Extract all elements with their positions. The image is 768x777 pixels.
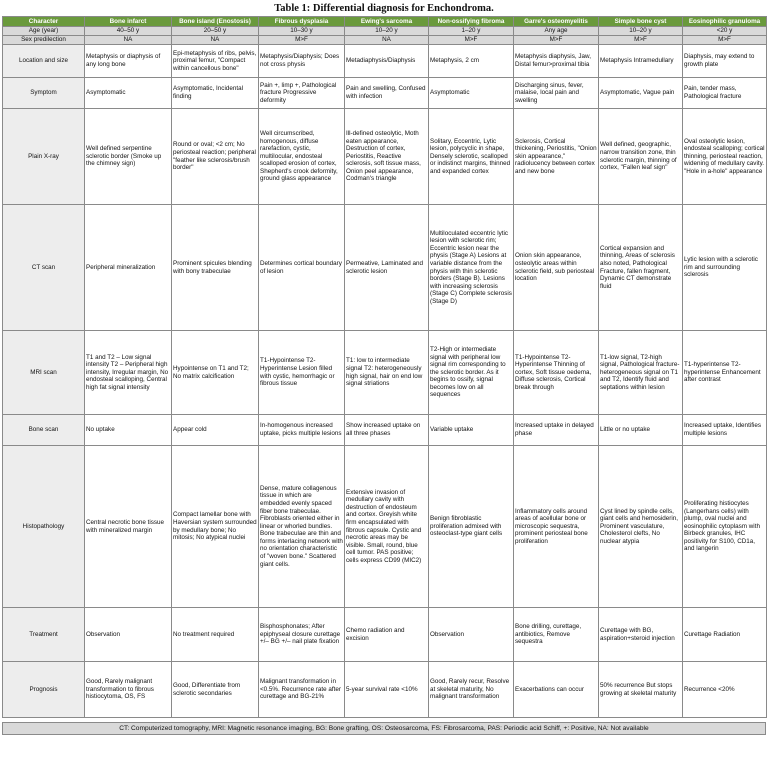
table-cell: No treatment required — [172, 608, 259, 662]
table-cell: T1-low signal, T2-high signal, Pathological fracture-heterogeneous signal on T1 and T2, Identify fluid and septations within lesion — [599, 331, 683, 415]
table-row-treatment — [3, 608, 767, 662]
table-cell: Hypointense on T1 and T2; No matrix calcification — [172, 331, 259, 415]
table-cell: Proliferating histiocytes (Langerhans cells) with plump, oval nuclei and eosinophilic cytoplasm with Birbeck granules, IHC positivity for S100, CD1a, and langerin — [683, 446, 767, 608]
table-cell: T1 and T2 – Low signal intensity T2 – Peripheral high intensity, Irregular margin, No endosteal scalloping, Central high fat signal intensity — [85, 331, 172, 415]
row-label: Plain X-ray — [3, 109, 85, 205]
row-label: Bone scan — [3, 415, 85, 446]
table-cell: Discharging sinus, fever, malaise, local pain and swelling — [514, 78, 599, 109]
differential-diagnosis-table — [2, 16, 767, 718]
table-cell: Observation — [429, 608, 514, 662]
table-cell: No uptake — [85, 415, 172, 446]
table-cell: Metaphysis/Diaphysis; Does not cross physis — [259, 45, 345, 78]
table-row-symptom — [3, 78, 767, 109]
table-cell: T2-High or intermediate signal with peripheral low signal rim corresponding to the sclerotic border. As it begins to ossify, signal becomes low on all sequences — [429, 331, 514, 415]
table-cell: Well defined serpentine sclerotic border (Smoke up the chimney sign) — [85, 109, 172, 205]
table-cell: M>F — [259, 36, 345, 45]
table-cell: Metaphysis Intramedullary — [599, 45, 683, 78]
table-cell: Appear cold — [172, 415, 259, 446]
table-cell: Good, Rarely malignant transformation to fibrous histiocytoma, OS, FS — [85, 662, 172, 718]
header-cell: Bone infarct — [85, 17, 172, 27]
row-label: Location and size — [3, 45, 85, 78]
header-cell: Fibrous dysplasia — [259, 17, 345, 27]
table-cell: 10–30 y — [259, 27, 345, 36]
header-row — [3, 17, 767, 27]
table-cell: Asymptomatic, Vague pain — [599, 78, 683, 109]
table-row-mri — [3, 331, 767, 415]
table-cell: Metaphysis diaphysis, Jaw, Distal femur>proximal tibia — [514, 45, 599, 78]
table-cell: 20–50 y — [172, 27, 259, 36]
table-cell: Metaphysis, 2 cm — [429, 45, 514, 78]
row-label: Age (year) — [3, 27, 85, 36]
table-cell: Round or oval; <2 cm; No periosteal reaction; peripheral "feather like sclerosis/brush border" — [172, 109, 259, 205]
table-footnote: CT: Computerized tomography, MRI: Magnetic resonance imaging, BG: Bone grafting, OS: Osteosarcoma, FS: Fibrosarcoma, PAS: Periodic acid Schiff, +: Positive, NA: Not available — [2, 722, 766, 735]
row-label: CT scan — [3, 205, 85, 331]
table-title: Table 1: Differential diagnosis for Enchondroma. — [274, 3, 494, 14]
table-cell: NA — [172, 36, 259, 45]
table-cell: Oval osteolytic lesion, endosteal scalloping; cortical thinning, periosteal reaction, widening of medullary cavity. "Hole in a-hole" appearance — [683, 109, 767, 205]
table-cell: Peripheral mineralization — [85, 205, 172, 331]
table-cell: M>F — [683, 36, 767, 45]
table-cell: Onion skin appearance, osteolytic areas within sclerotic field, sub periosteal location — [514, 205, 599, 331]
table-cell: Any age — [514, 27, 599, 36]
table-cell: T1: low to intermediate signal T2: heterogeneously high signal, hair on end low signal striations — [345, 331, 429, 415]
table-cell: Observation — [85, 608, 172, 662]
table-cell: Pain and swelling, Confused with infection — [345, 78, 429, 109]
table-cell: T1-Hypointense T2-Hyperintense Thinning of cortex, Soft tissue oedema, Diffuse sclerosis, Cortical break through — [514, 331, 599, 415]
table-cell: Well circumscribed, homogenous, diffuse rarefaction, cystic, multilocular, endosteal scalloped erosion of cortex, Shepherd's crook deformity, ground glass appearance — [259, 109, 345, 205]
table-row-histopathology — [3, 446, 767, 608]
table-cell: Little or no uptake — [599, 415, 683, 446]
table-cell: Increased uptake, Identifies multiple lesions — [683, 415, 767, 446]
table-cell: T1-hyperintense T2-hyperintense Enhancement after contrast — [683, 331, 767, 415]
table-cell: Variable uptake — [429, 415, 514, 446]
table-cell: Cyst lined by spindle cells, giant cells and hemosiderin, Prominent vasculature, Cholesterol clefts, No nuclear atypia — [599, 446, 683, 608]
table-cell: Lytic lesion with a sclerotic rim and surrounding sclerosis — [683, 205, 767, 331]
table-cell: 10–20 y — [345, 27, 429, 36]
header-cell: Ewing's sarcoma — [345, 17, 429, 27]
table-cell: Show increased uptake on all three phases — [345, 415, 429, 446]
table-cell: Determines cortical boundary of lesion — [259, 205, 345, 331]
table-cell: Curettage Radiation — [683, 608, 767, 662]
table-cell: Curettage with BG, aspiration+steroid injection — [599, 608, 683, 662]
table-cell: Prominent spicules blending with bony trabeculae — [172, 205, 259, 331]
header-cell: Simple bone cyst — [599, 17, 683, 27]
table-cell: Central necrotic bone tissue with mineralized margin — [85, 446, 172, 608]
table-cell: Benign fibroblastic proliferation admixed with osteoclast-type giant cells — [429, 446, 514, 608]
table-row-age — [3, 27, 767, 36]
table-cell: Sclerosis, Cortical thickening, Periostitis, "Onion skin appearance," radiolucency between cortex and new bone — [514, 109, 599, 205]
table-cell: Malignant transformation in <0.5%. Recurrence rate after curettage and BG-21% — [259, 662, 345, 718]
header-cell: Eosinophilic granuloma — [683, 17, 767, 27]
table-cell: Good, Differentiate from sclerotic secondaries — [172, 662, 259, 718]
table-cell: Cortical expansion and thinning, Areas of sclerosis also noted, Pathological Fracture, fallen fragment, Dynamic CT demonstrate fluid — [599, 205, 683, 331]
table-cell: Multiloculated eccentric lytic lesion with sclerotic rim; Eccentric lesion near the physis (Stage A) Lesions at variable distance from the physis with thin sclerotic borders (Stage B). Lesions with increasing sclerosis (Stage C) Complete sclerosis (Stage D) — [429, 205, 514, 331]
table-cell: Diaphysis, may extend to growth plate — [683, 45, 767, 78]
table-cell: Inflammatory cells around areas of acellular bone or microscopic sequestra, prominent periosteal bone proliferation — [514, 446, 599, 608]
table-cell: Recurrence <20% — [683, 662, 767, 718]
table-cell: Metadiaphysis/Diaphysis — [345, 45, 429, 78]
table-cell: <20 y — [683, 27, 767, 36]
table-cell: Dense, mature collagenous tissue in which are embedded evenly spaced fiber bone trabeculae. Fibroblasts oriented either in linear or whorled bundles. Bone trabeculae are thin and forms interlacing network with no orientation characteristic of "woven bone." Scattered giant cells. — [259, 446, 345, 608]
table-cell: M>F — [429, 36, 514, 45]
table-cell: Bone drilling, curettage, antibiotics, Remove sequestra — [514, 608, 599, 662]
table-cell: In-homogenous increased uptake, picks multiple lesions — [259, 415, 345, 446]
table-cell: Increased uptake in delayed phase — [514, 415, 599, 446]
table-container — [2, 16, 766, 718]
table-cell: 5-year survival rate <10% — [345, 662, 429, 718]
table-cell: Pain, tender mass, Pathological fracture — [683, 78, 767, 109]
row-label: Sex predilection — [3, 36, 85, 45]
table-cell: Asymptomatic, Incidental finding — [172, 78, 259, 109]
table-row-ct — [3, 205, 767, 331]
table-cell: 1–20 y — [429, 27, 514, 36]
table-row-prognosis — [3, 662, 767, 718]
table-cell: Metaphysis or diaphysis of any long bone — [85, 45, 172, 78]
table-cell: Epi-metaphysis of ribs, pelvis, proximal femur, "Compact within cancellous bone" — [172, 45, 259, 78]
table-cell: Asymptomatic — [429, 78, 514, 109]
table-cell: Asymptomatic — [85, 78, 172, 109]
table-cell: Well defined, geographic, narrow transition zone, thin sclerotic margin, thinning of cortex, "Fallen leaf sign" — [599, 109, 683, 205]
table-cell: Chemo radiation and excision — [345, 608, 429, 662]
table-cell: Bisphosphonates; After epiphyseal closure curettage +/– BG +/– nail plate fixation — [259, 608, 345, 662]
table-cell: M>F — [599, 36, 683, 45]
table-cell: Pain +, limp +, Pathological fracture Progressive deformity — [259, 78, 345, 109]
header-cell: Garre's osteomyelitis — [514, 17, 599, 27]
table-row-sex — [3, 36, 767, 45]
header-cell: Character — [3, 17, 85, 27]
header-cell: Non-ossifying fibroma — [429, 17, 514, 27]
table-cell: NA — [345, 36, 429, 45]
table-cell: Solitary, Eccentric, Lytic lesion, polycyclic in shape, Densely sclerotic, scalloped or indistinct margins, thinned and expanded cortex — [429, 109, 514, 205]
table-cell: Extensive invasion of medullary cavity with destruction of endosteum and cortex. Greyish white firm encapsulated with fibrous capsule. Cystic and necrotic areas may be visible. Small, round, blue cell tumor. PAS positive; cells express CD99 (MIC2) — [345, 446, 429, 608]
table-cell: Permeative, Laminated and sclerotic lesion — [345, 205, 429, 331]
table-cell: NA — [85, 36, 172, 45]
table-cell: M>F — [514, 36, 599, 45]
table-cell: Good, Rarely recur, Resolve at skeletal maturity, No malignant transformation — [429, 662, 514, 718]
row-label: Prognosis — [3, 662, 85, 718]
table-row-location — [3, 45, 767, 78]
row-label: Symptom — [3, 78, 85, 109]
header-cell: Bone island (Enostosis) — [172, 17, 259, 27]
table-cell: 40–50 y — [85, 27, 172, 36]
row-label: MRI scan — [3, 331, 85, 415]
table-cell: Exacerbations can occur — [514, 662, 599, 718]
table-cell: 50% recurrence But stops growing at skeletal maturity — [599, 662, 683, 718]
table-row-xray — [3, 109, 767, 205]
table-cell: 10–20 y — [599, 27, 683, 36]
row-label: Treatment — [3, 608, 85, 662]
row-label: Histopathology — [3, 446, 85, 608]
table-cell: Compact lamellar bone with Haversian system surrounded by medullary bone; No mitosis; No atypical nuclei — [172, 446, 259, 608]
table-row-bone-scan — [3, 415, 767, 446]
table-cell: T1-Hypointense T2-Hyperintense Lesion filled with cystic, hemorrhagic or fibrous tissue — [259, 331, 345, 415]
table-cell: Ill-defined osteolytic, Moth eaten appearance, Destruction of cortex, Periostitis, Reactive sclerosis, soft tissue mass, Onion peel appearance, Codman's triangle — [345, 109, 429, 205]
